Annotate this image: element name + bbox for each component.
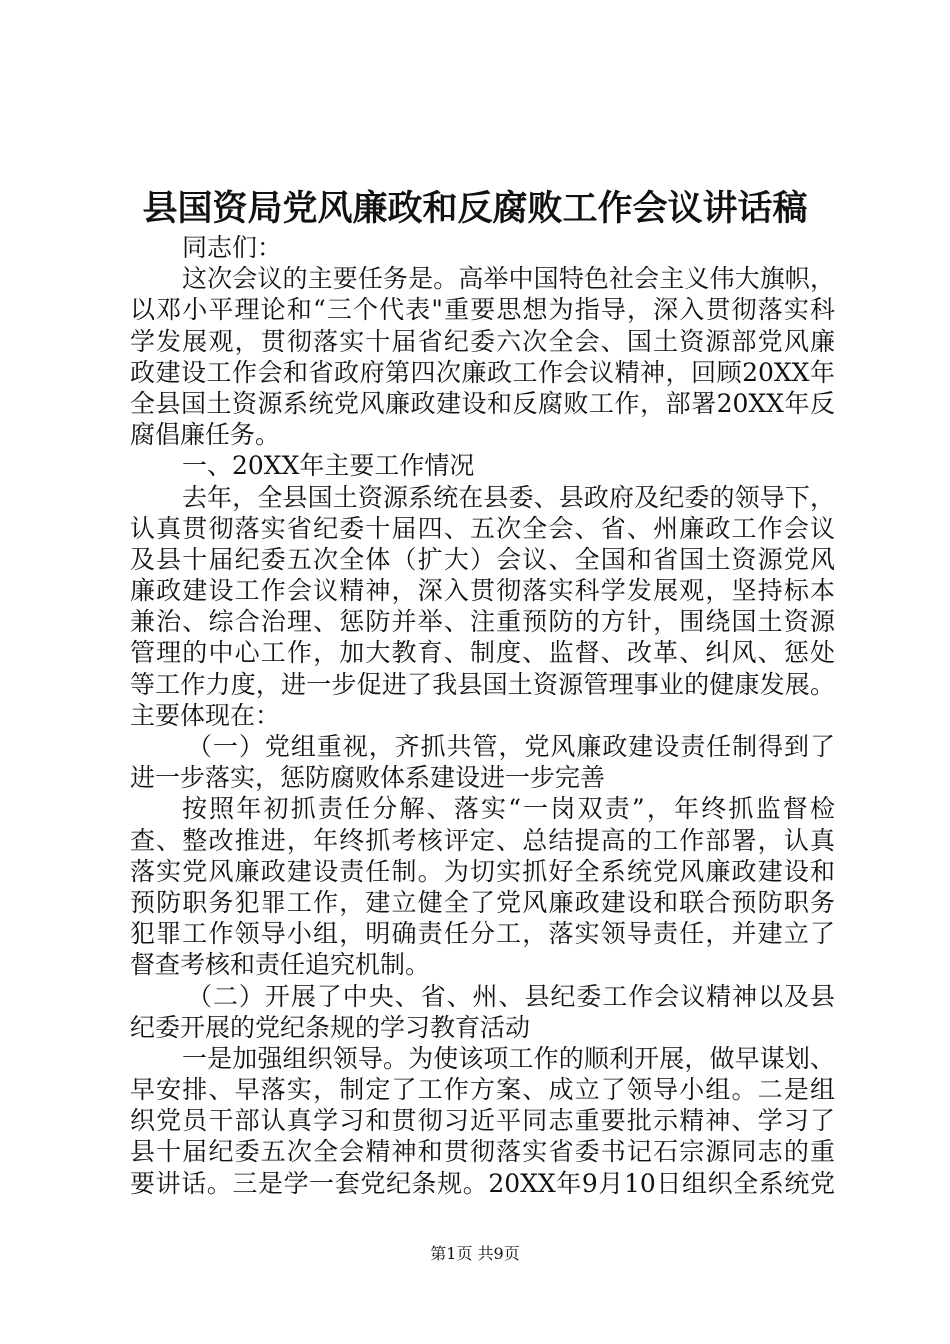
paragraph-line: 及县十届纪委五次全体（扩大）会议、全国和省国土资源党风: [130, 544, 835, 574]
paragraph-line: 织党员干部认真学习和贯彻习近平同志重要批示精神、学习了: [130, 1106, 835, 1136]
paragraph-line: 犯罪工作领导小组，明确责任分工，落实领导责任，并建立了: [130, 919, 835, 949]
paragraph-line: 学发展观，贯彻落实十届省纪委六次全会、国土资源部党风廉: [130, 326, 835, 356]
salutation: 同志们：: [182, 233, 283, 262]
paragraph-line: 这次会议的主要任务是。高举中国特色社会主义伟大旗帜，: [182, 264, 835, 294]
subsection-heading: （二）开展了中央、省、州、县纪委工作会议精神以及县: [187, 981, 835, 1011]
paragraph-line: 政建设工作会和省政府第四次廉政工作会议精神，回顾20XX年: [130, 357, 835, 387]
paragraph-line: 全县国土资源系统党风廉政建设和反腐败工作，部署20XX年反: [130, 388, 835, 418]
paragraph-line: 按照年初抓责任分解、落实“一岗双责”，年终抓监督检: [182, 794, 835, 824]
paragraph-line: 要讲话。三是学一套党纪条规。20XX年9月10日组织全系统党: [130, 1168, 835, 1198]
paragraph-line: 去年，全县国土资源系统在县委、县政府及纪委的领导下，: [182, 482, 835, 512]
paragraph-line: 认真贯彻落实省纪委十届四、五次全会、省、州廉政工作会议: [130, 513, 835, 543]
document-body: [130, 232, 835, 1199]
document-title: 县国资局党风廉政和反腐败工作会议讲话稿: [142, 188, 808, 229]
paragraph-line: 兼治、综合治理、惩防并举、注重预防的方针，围绕国土资源: [130, 607, 835, 637]
paragraph-line: 查、整改推进，年终抓考核评定、总结提高的工作部署，认真: [130, 825, 835, 855]
paragraph-line: 预防职务犯罪工作，建立健全了党风廉政建设和联合预防职务: [130, 887, 835, 917]
page-number-footer: 第1页 共9页: [430, 1244, 520, 1263]
subsection-heading-line: 纪委开展的党纪条规的学习教育活动: [130, 1012, 531, 1042]
paragraph-line: 主要体现在：: [130, 700, 281, 730]
paragraph-line: 腐倡廉任务。: [130, 420, 281, 450]
paragraph-line: 县十届纪委五次全会精神和贯彻落实省委书记石宗源同志的重: [130, 1137, 835, 1167]
paragraph-line: 管理的中心工作，加大教育、制度、监督、改革、纠风、惩处: [130, 638, 835, 668]
paragraph-line: 落实党风廉政建设责任制。为切实抓好全系统党风廉政建设和: [130, 856, 835, 886]
subsection-heading: （一）党组重视，齐抓共管，党风廉政建设责任制得到了: [187, 732, 835, 761]
paragraph-line: 一是加强组织领导。为使该项工作的顺利开展，做早谋划、: [182, 1043, 835, 1073]
section-heading: 一、20XX年主要工作情况: [182, 451, 475, 481]
paragraph-line: 早安排、早落实，制定了工作方案、成立了领导小组。二是组: [130, 1075, 835, 1105]
paragraph-line: 督查考核和责任追究机制。: [130, 950, 431, 980]
subsection-heading-line: 进一步落实，惩防腐败体系建设进一步完善: [130, 763, 606, 793]
paragraph-line: 以邓小平理论和“三个代表"重要思想为指导，深入贯彻落实科: [130, 295, 835, 325]
paragraph-line: 廉政建设工作会议精神，深入贯彻落实科学发展观，坚持标本: [130, 576, 835, 606]
paragraph-line: 等工作力度，进一步促进了我县国土资源管理事业的健康发展。: [130, 669, 835, 699]
